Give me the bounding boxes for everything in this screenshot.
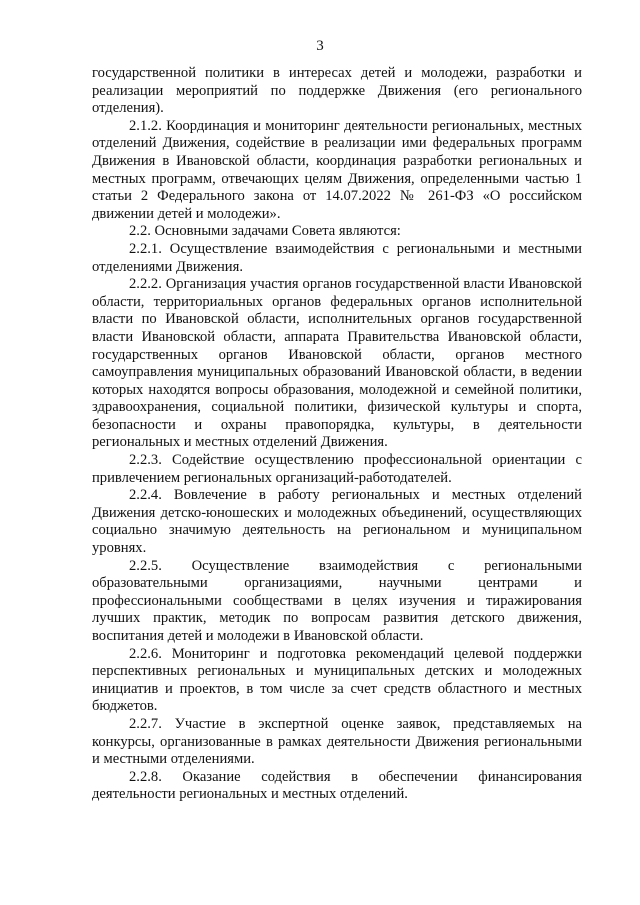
paragraph-2-2-2: 2.2.2. Организация участия органов государственной власти Ивановской области, территориальных органов федеральных органов исполнительной власти по Ивановской области, исполнительных органов государственной власти Ивановской области, аппарата Правительства Ивановской области, государственных органов Ивановской области, органов местного самоуправления муниципальных образований Ивановской области, в ведении которых находятся вопросы образования, молодежной и семейной политики, здравоохранения, социальной политики, физической культуры и спорта, безопасности и охраны правопорядка, культуры, в деятельности региональных и местных отделений Движения. <box>92 276 582 451</box>
page-number: 3 <box>316 38 324 54</box>
paragraph-2-2-6: 2.2.6. Мониторинг и подготовка рекомендаций целевой поддержки перспективных региональных и муниципальных детских и молодежных инициатив и проектов, в том числе за счет средств областного и местных бюджетов. <box>92 645 582 715</box>
paragraph-2-2-3: 2.2.3. Содействие осуществлению профессиональной ориентации с привлечением региональных организаций-работодателей. <box>92 452 582 486</box>
paragraph-2-2-8: 2.2.8. Оказание содействия в обеспечении финансирования деятельности региональных и местных отделений. <box>92 768 582 803</box>
paragraph-2-2-5: 2.2.5. Осуществление взаимодействия с региональными образовательными организациями, научными центрами и профессиональными сообществами в целях изучения и тиражирования лучших практик, методик по вопросам развития детского движения, воспитания детей и молодежи в Ивановской области. <box>92 557 582 644</box>
document-body <box>92 65 582 804</box>
paragraph-2-2-4: 2.2.4. Вовлечение в работу региональных и местных отделений Движения детско-юношеских и молодежных объединений, осуществляющих социально значимую деятельность на региональном и муниципальном уровнях. <box>92 487 582 557</box>
paragraph-2-2-1: 2.2.1. Осуществление взаимодействия с региональными и местными отделениями Движения. <box>92 240 582 275</box>
paragraph-2-2: 2.2. Основными задачами Совета являются: <box>129 223 401 240</box>
paragraph-2-2-7: 2.2.7. Участие в экспертной оценке заявок, представляемых на конкурсы, организованные в рамках деятельности Движения региональными и местными отделениями. <box>92 715 582 768</box>
paragraph-2-1-2: 2.1.2. Координация и мониторинг деятельности региональных, местных отделений Движения, содействие в реализации ими федеральных программ Движения в Ивановской области, координация разработки региональных и местных программ, отвечающих целям Движения, определенными частью 1 статьи 2 Федерального закона от 14.07.2022 № 261-ФЗ «О российском движении детей и молодежи». <box>92 117 582 222</box>
paragraph-continuation: государственной политики в интересах детей и молодежи, разработки и реализации мероприятий по поддержке Движения (его регионального отделения). <box>92 65 582 117</box>
